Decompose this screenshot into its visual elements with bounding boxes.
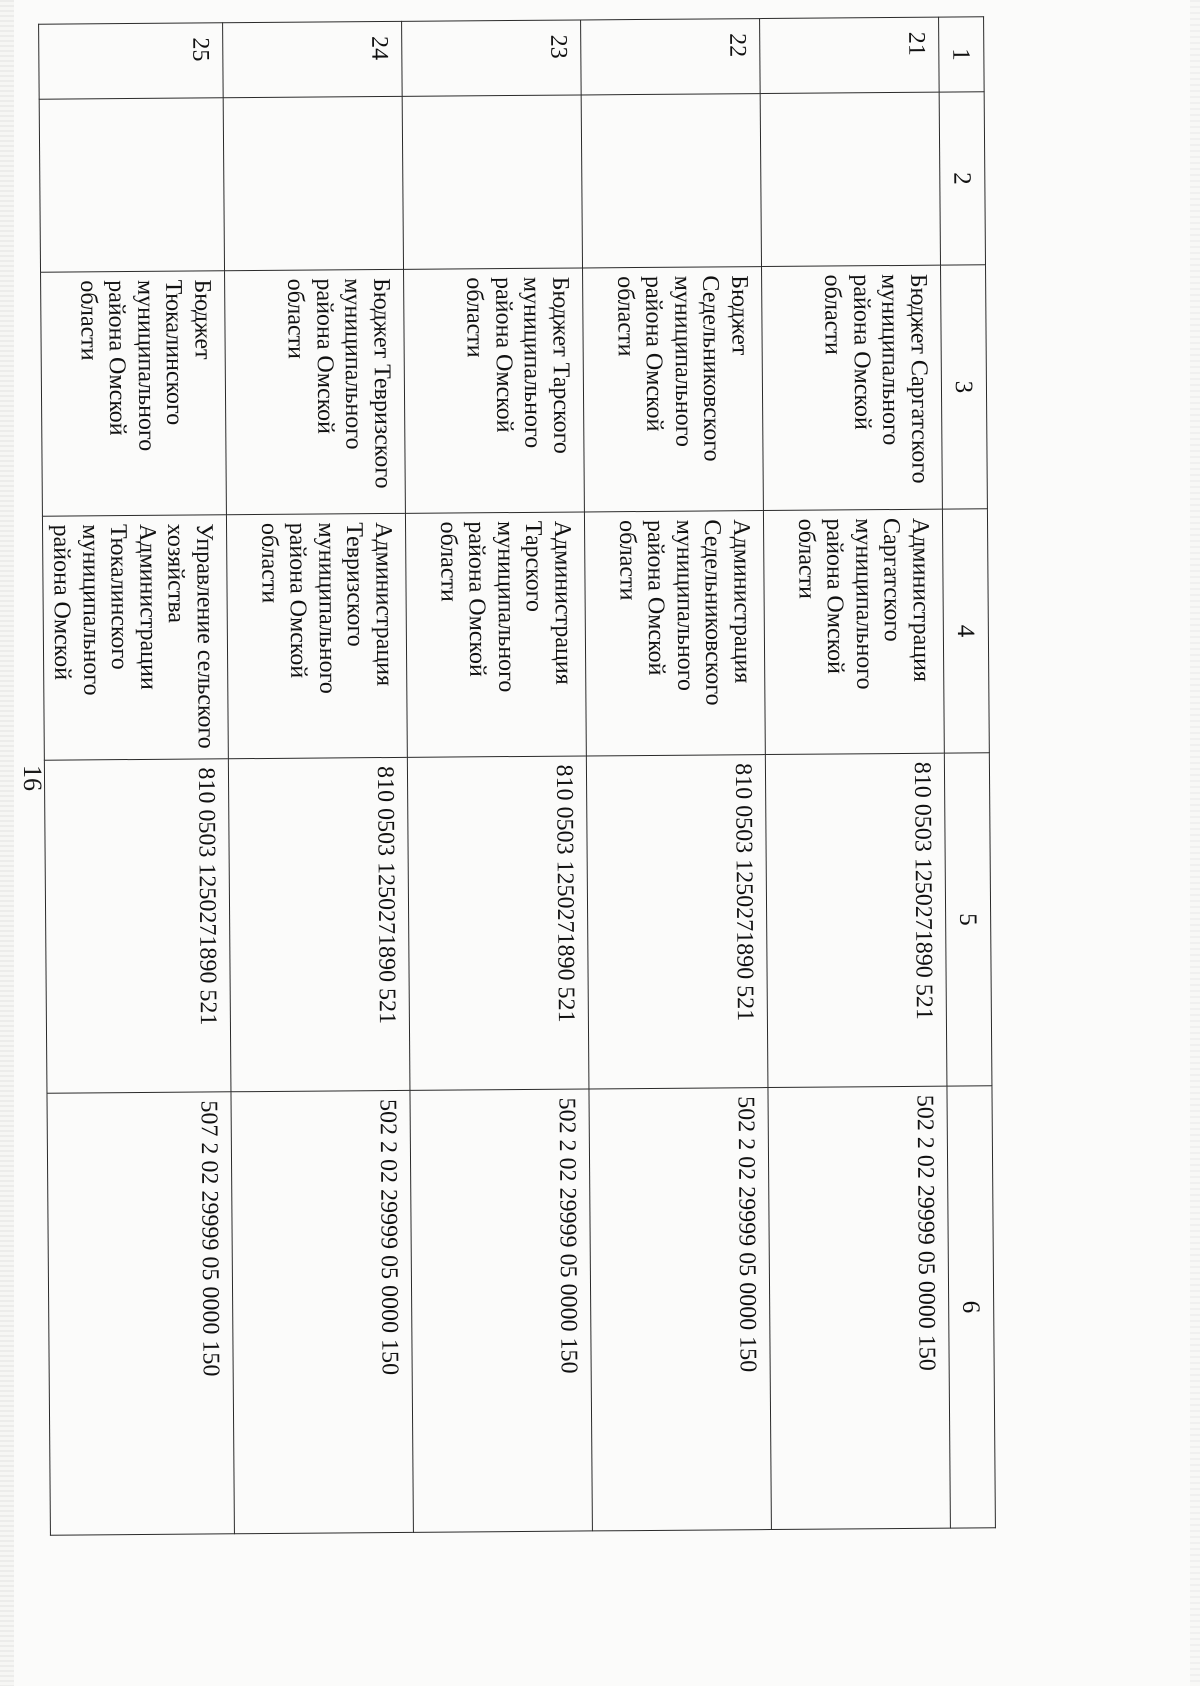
row-expense-code: 810 0503 1250271890 521 <box>765 753 947 1087</box>
table-row <box>39 23 235 1535</box>
row-recipient: Бюджет Тарского муниципального района Омской области <box>404 268 585 513</box>
row-number: 22 <box>581 19 761 95</box>
row-expense-code: 810 0503 1250271890 521 <box>228 757 410 1091</box>
row-administrator: Администрация Саргатского муниципального района Омской области <box>763 509 944 754</box>
row-number: 25 <box>39 23 224 99</box>
row-expense-code: 810 0503 1250271890 521 <box>586 755 768 1089</box>
page-number: 16 <box>18 765 47 791</box>
table-row <box>223 21 414 1533</box>
row-administrator: Управление сельского хозяйства Администрации Тюкалинского муниципального района Омской <box>42 515 228 760</box>
row-administrator: Администрация Седельниковского муниципального района Омской области <box>584 511 765 756</box>
row-income-code: 502 2 02 29999 05 0000 150 <box>589 1088 771 1531</box>
header-col-1: 1 <box>939 17 985 92</box>
row-income-code: 502 2 02 29999 05 0000 150 <box>410 1089 592 1532</box>
header-col-4: 4 <box>942 509 989 753</box>
table-row <box>402 20 593 1532</box>
row-expense-code: 810 0503 1250271890 521 <box>44 759 231 1093</box>
table-row <box>581 19 772 1531</box>
row-expense-code: 810 0503 1250271890 521 <box>407 756 589 1090</box>
row-number: 23 <box>402 20 582 96</box>
row-number: 24 <box>223 21 403 97</box>
row-recipient: Бюджет Седельниковского муниципального района Омской области <box>583 267 764 512</box>
header-col-2: 2 <box>939 92 985 265</box>
row-col-2 <box>760 92 940 266</box>
header-col-5: 5 <box>944 753 992 1086</box>
row-administrator: Администрация Тарского муниципального района Омской области <box>405 512 586 757</box>
row-col-2 <box>39 98 224 272</box>
row-income-code: 502 2 02 29999 05 0000 150 <box>231 1090 413 1533</box>
row-col-2 <box>223 96 403 270</box>
row-income-code: 507 2 02 29999 05 0000 150 <box>47 1092 234 1535</box>
table-row <box>760 17 951 1529</box>
row-col-2 <box>402 95 582 269</box>
row-recipient: Бюджет Тевризского муниципального района Омской области <box>225 269 406 514</box>
row-income-code: 502 2 02 29999 05 0000 150 <box>768 1086 950 1529</box>
row-recipient: Бюджет Саргатского муниципального района Омской области <box>762 265 943 510</box>
header-col-3: 3 <box>941 265 988 509</box>
row-administrator: Администрация Тевризского муниципального района Омской области <box>226 513 407 758</box>
row-number: 21 <box>760 17 940 93</box>
row-recipient: Бюджет Тюкалинского муниципального района Омской области <box>41 271 227 516</box>
budget-table <box>38 16 996 1535</box>
row-col-2 <box>581 94 761 268</box>
header-col-6: 6 <box>947 1086 995 1528</box>
